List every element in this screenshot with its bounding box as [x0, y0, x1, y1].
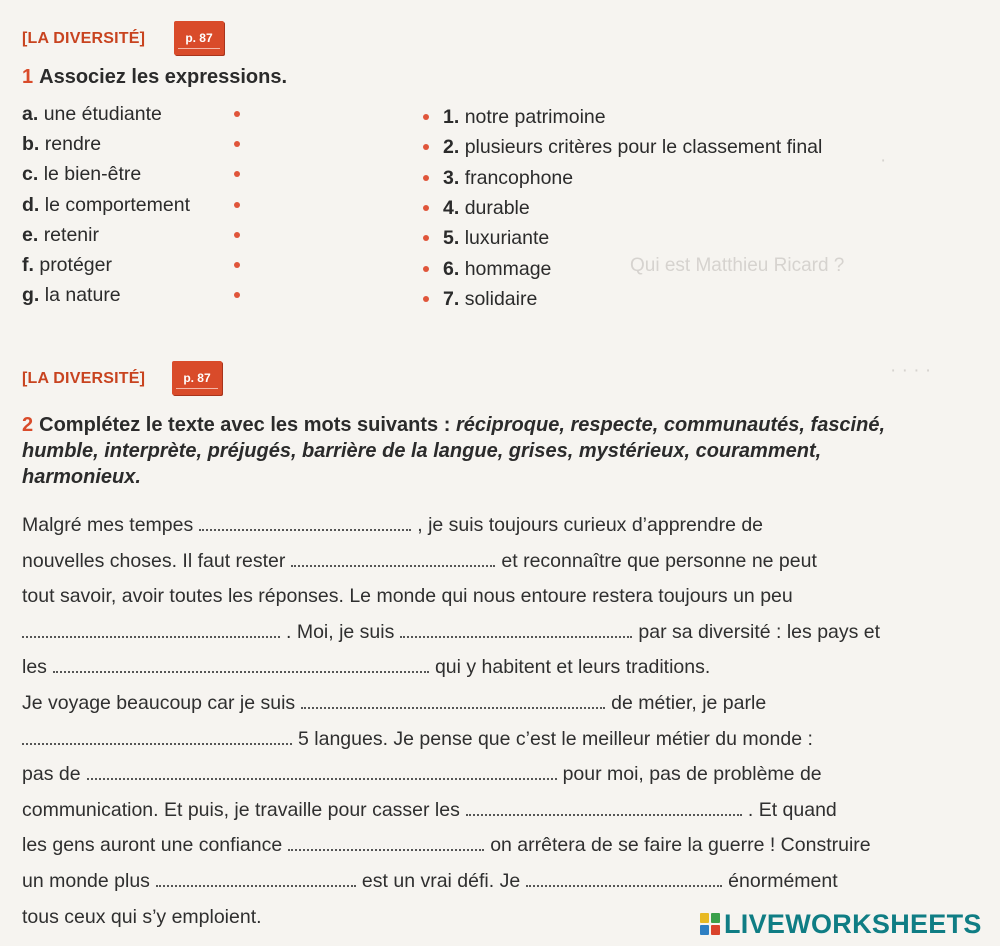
match-dot-right-2[interactable]: [423, 144, 429, 150]
blank-field[interactable]: [526, 871, 722, 887]
blank-field[interactable]: [291, 551, 495, 567]
list-item: 4. durable: [443, 197, 530, 219]
list-item: 2. plusieurs critères pour le classement final: [443, 136, 823, 158]
fill-in-text: Malgré mes tempes , je suis toujours curieux d’apprendre de nouvelles choses. Il faut rester et reconnaître que personne ne peut tout savoir, avoir toutes les réponses. Le monde qui nous entoure restera toujours un peu . Moi, je suis par sa diversité : les pays et les qui y habitent et leurs traditions. Je voyage beaucoup car je suis de métier, je parle 5 langues. Je pense que c’est le meilleur métier du monde : pas de pour moi, pas de problème de communication. Et puis, je travaille pour casser les . Et quand les gens auront une confiance on arrêtera de se faire la guerre ! Construire un monde plus est un vrai défi. Je énormément tous ceux qui s’y emploient.: [22, 514, 881, 928]
blank-field[interactable]: [53, 657, 429, 673]
section-tag: [LA DIVERSITÉ]: [22, 30, 146, 47]
match-dot-right-7[interactable]: [423, 296, 429, 302]
match-dot-left-f[interactable]: [234, 262, 240, 268]
list-item: a. une étudiante: [22, 103, 162, 125]
page-reference-badge: [172, 361, 222, 395]
blank-field[interactable]: [199, 515, 411, 531]
match-dot-right-3[interactable]: [423, 175, 429, 181]
match-dot-left-c[interactable]: [234, 171, 240, 177]
exercise-title-text: Associez les expressions.: [39, 66, 288, 88]
page-reference-badge: [174, 21, 224, 55]
liveworksheets-logo-icon: [700, 913, 720, 935]
instruction-lead: Complétez le texte avec les mots suivants :: [39, 414, 451, 436]
list-item: 1. notre patrimoine: [443, 106, 606, 128]
page-reference-label: p. 87: [185, 31, 213, 45]
list-item: 7. solidaire: [443, 288, 538, 310]
exercise-number: 2: [22, 414, 34, 436]
list-item: b. rendre: [22, 133, 102, 155]
match-dot-right-5[interactable]: [423, 235, 429, 241]
blank-field[interactable]: [466, 800, 742, 816]
match-dot-right-6[interactable]: [423, 266, 429, 272]
blank-field[interactable]: [22, 622, 280, 638]
logo-text: LIVEWORKSHEETS: [724, 908, 982, 939]
list-item: e. retenir: [22, 224, 99, 246]
blank-field[interactable]: [156, 871, 356, 887]
exercise-number: 1: [22, 66, 34, 88]
page-reference-label: p. 87: [183, 371, 211, 385]
list-item: 5. luxuriante: [443, 227, 550, 249]
blank-field[interactable]: [400, 622, 632, 638]
exercise-title: [22, 66, 287, 89]
match-dot-right-1[interactable]: [423, 114, 429, 120]
blank-field[interactable]: [87, 764, 557, 780]
blank-field[interactable]: [22, 729, 292, 745]
exercise-instructions: [22, 412, 922, 490]
word-list: réciproque, respecte, communautés, fasciné, humble, interprète, préjugés, barrière de la langue, grises, mystérieux, couramment, harmonieux.: [22, 414, 886, 488]
match-dot-left-b[interactable]: [234, 141, 240, 147]
blank-field[interactable]: [288, 835, 484, 851]
list-item: g. la nature: [22, 284, 121, 306]
list-item: 3. francophone: [443, 167, 574, 189]
match-dot-left-d[interactable]: [234, 202, 240, 208]
match-dot-left-g[interactable]: [234, 292, 240, 298]
match-dot-left-a[interactable]: [234, 111, 240, 117]
section-tag: [LA DIVERSITÉ]: [22, 370, 146, 387]
list-item: 6. hommage: [443, 258, 552, 280]
liveworksheets-logo: [700, 908, 982, 940]
match-dot-left-e[interactable]: [234, 232, 240, 238]
match-dot-right-4[interactable]: [423, 205, 429, 211]
list-item: f. protéger: [22, 254, 112, 276]
blank-field[interactable]: [301, 693, 605, 709]
list-item: d. le comportement: [22, 194, 190, 216]
list-item: c. le bien-être: [22, 163, 142, 185]
